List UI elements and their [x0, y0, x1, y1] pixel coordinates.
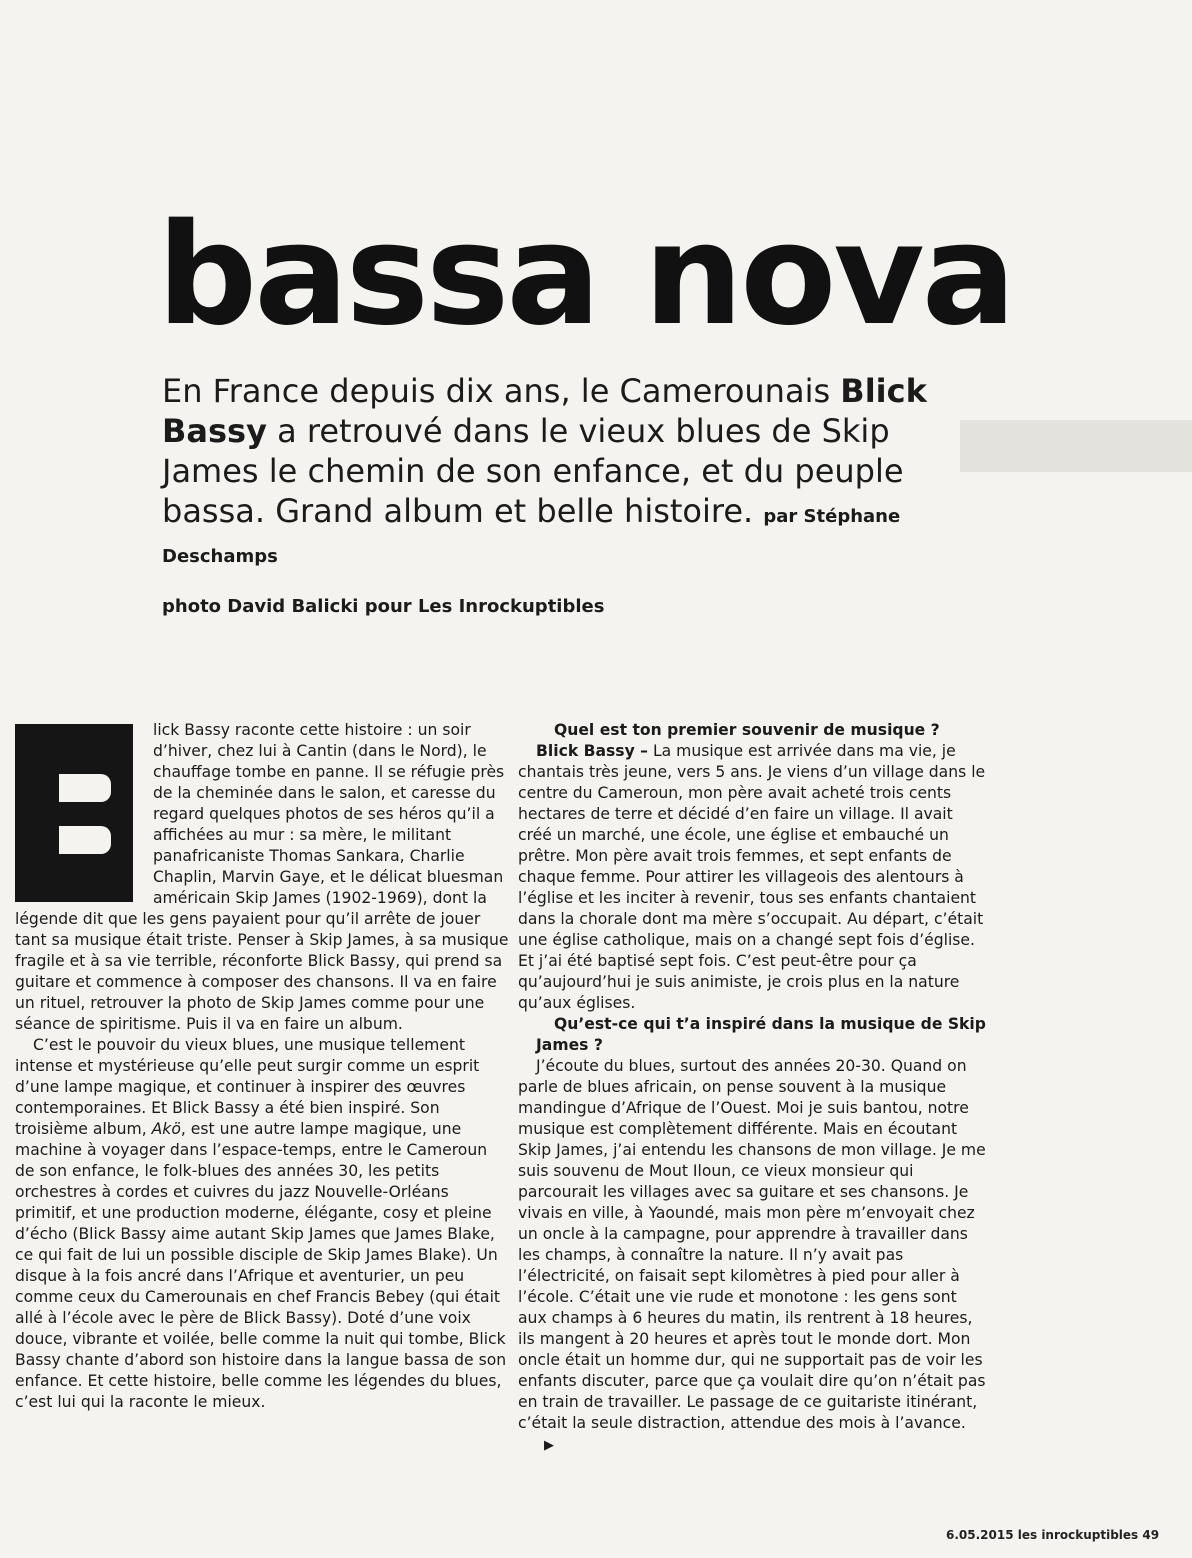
show-through-box [960, 420, 1192, 472]
body-paragraph-part-a: C’est le pouvoir du vieux blues, une musique tellement intense et mystérieuse qu’elle peut surgir comme un esprit d’une lampe magique, et continuer à inspirer des œuvres contemporaines. Et Blick Bassy a été bien inspiré. Son troisième album, [15, 1036, 480, 1138]
column-right [518, 720, 988, 1456]
answer-1 [518, 741, 988, 1014]
page-folio: 6.05.2015 les inrockuptibles 49 [946, 1528, 1160, 1542]
article-title: bassa nova [157, 194, 1014, 357]
standfirst-rest: a retrouvé dans le vieux blues de Skip James le chemin de son enfance, et du peuple bassa. Grand album et belle histoire. [162, 412, 904, 530]
continue-arrow-icon: ▶ [544, 1438, 554, 1453]
speaker-label: Blick Bassy – [536, 742, 648, 760]
album-title: Akö [151, 1120, 181, 1138]
body-paragraph-part-b: , est une autre lampe magique, une machine à voyager dans l’espace-temps, entre le Cameroun de son enfance, le folk-blues des années 30, les petits orchestres à cordes et cuivres du jazz Nouvelle-Orléans primitif, et une production moderne, élégante, cosy et pleine d’écho (Blick Bassy aime autant Skip James que James Blake, ce qui fait de lui un possible disciple de Skip James Blake). Un disque à la fois ancré dans l’Afrique et aventurier, un peu comme ceux du Camerounais en chef Francis Bebey (qui était allé à l’école avec le père de Blick Bassy). Doté d’une voix douce, vibrante et voilée, belle comme la nuit qui tombe, Blick Bassy chante d’abord son histoire dans la langue bassa de son enfance. Et cette histoire, belle comme les légendes du blues, c’est lui qui la raconte le mieux. [15, 1120, 507, 1411]
standfirst-name: Blick Bassy [162, 372, 927, 450]
question-1: Quel est ton premier souvenir de musique ? [554, 721, 940, 739]
standfirst-lead: En France depuis dix ans, le Camerounais [162, 372, 831, 410]
byline: par Stéphane Deschamps [162, 506, 901, 567]
dropcap [15, 724, 133, 902]
standfirst [162, 371, 952, 571]
column-left [15, 720, 510, 1413]
dropcap-letter [15, 724, 16, 725]
body-paragraph [15, 1035, 510, 1413]
photo-credit: photo David Balicki pour Les Inrockuptibles [162, 596, 605, 617]
question-2: Qu’est-ce qui t’a inspiré dans la musique de Skip James ? [536, 1015, 986, 1054]
answer-1-text: La musique est arrivée dans ma vie, je chantais très jeune, vers 5 ans. Je viens d’un village dans le centre du Cameroun, mon père avait acheté trois cents hectares de terre et décidé d’en faire un village. Il avait créé un marché, une école, une église et embauché un prêtre. Mon père avait trois femmes, et sept enfants de chaque femme. Pour attirer les villageois des alentours à l’église et les inciter à revenir, tous ses enfants chantaient dans la chorale dont ma mère s’occupait. Au départ, c’était une église catholique, mais on a changé sept fois d’église. Et j’ai été baptisé sept fois. C’est peut-être pour ça qu’aujourd’hui je suis animiste, je crois plus en la nature qu’aux églises. [518, 742, 986, 1012]
answer-2-text: J’écoute du blues, surtout des années 20-30. Quand on parle de blues africain, on pense souvent à la musique mandingue d’Afrique de l’Ouest. Moi je suis bantou, notre musique est complètement différente. Mais en écoutant Skip James, j’ai entendu les chansons de mon village. Je me suis souvenu de Mout Iloun, ce vieux monsieur qui parcourait les villages avec sa guitare et ses chansons. Je vivais en ville, à Yaoundé, mais mon père m’envoyait chez un oncle à la campagne, pour apprendre à travailler dans les champs, à connaître la nature. Il n’y avait pas l’électricité, on faisait sept kilomètres à pied pour aller à l’école. C’était une vie rude et monotone : les gens sont aux champs à 6 heures du matin, ils rentrent à 18 heures, ils mangent à 20 heures et après tout le monde dort. Mon oncle était un homme dur, qui ne supportait pas de voir les enfants discuter, parce que ça voulait dire qu’on n’était pas en train de travailler. Le passage de ce guitariste itinérant, c’était la seule distraction, attendue des mois à l’avance. [518, 1057, 986, 1432]
intro-paragraph: lick Bassy raconte cette histoire : un soir d’hiver, chez lui à Cantin (dans le Nord), le chauffage tombe en panne. Il se réfugie près de la cheminée dans le salon, et caresse du regard quelques photos de ses héros qu’il a affichées au mur : sa mère, le militant panafricaniste Thomas Sankara, Charlie Chaplin, Marvin Gaye, et le délicat bluesman américain Skip James (1902-1969), dont la légende dit que les gens payaient pour qu’il arrête de jouer tant sa musique était triste. Penser à Skip James, à sa musique fragile et à sa vie terrible, réconforte Blick Bassy, qui prend sa guitare et commence à composer des chansons. Il va en faire un rituel, retrouver la photo de Skip James comme pour une séance de spiritisme. Puis il va en faire un album. [15, 721, 509, 1033]
answer-2 [518, 1056, 988, 1456]
